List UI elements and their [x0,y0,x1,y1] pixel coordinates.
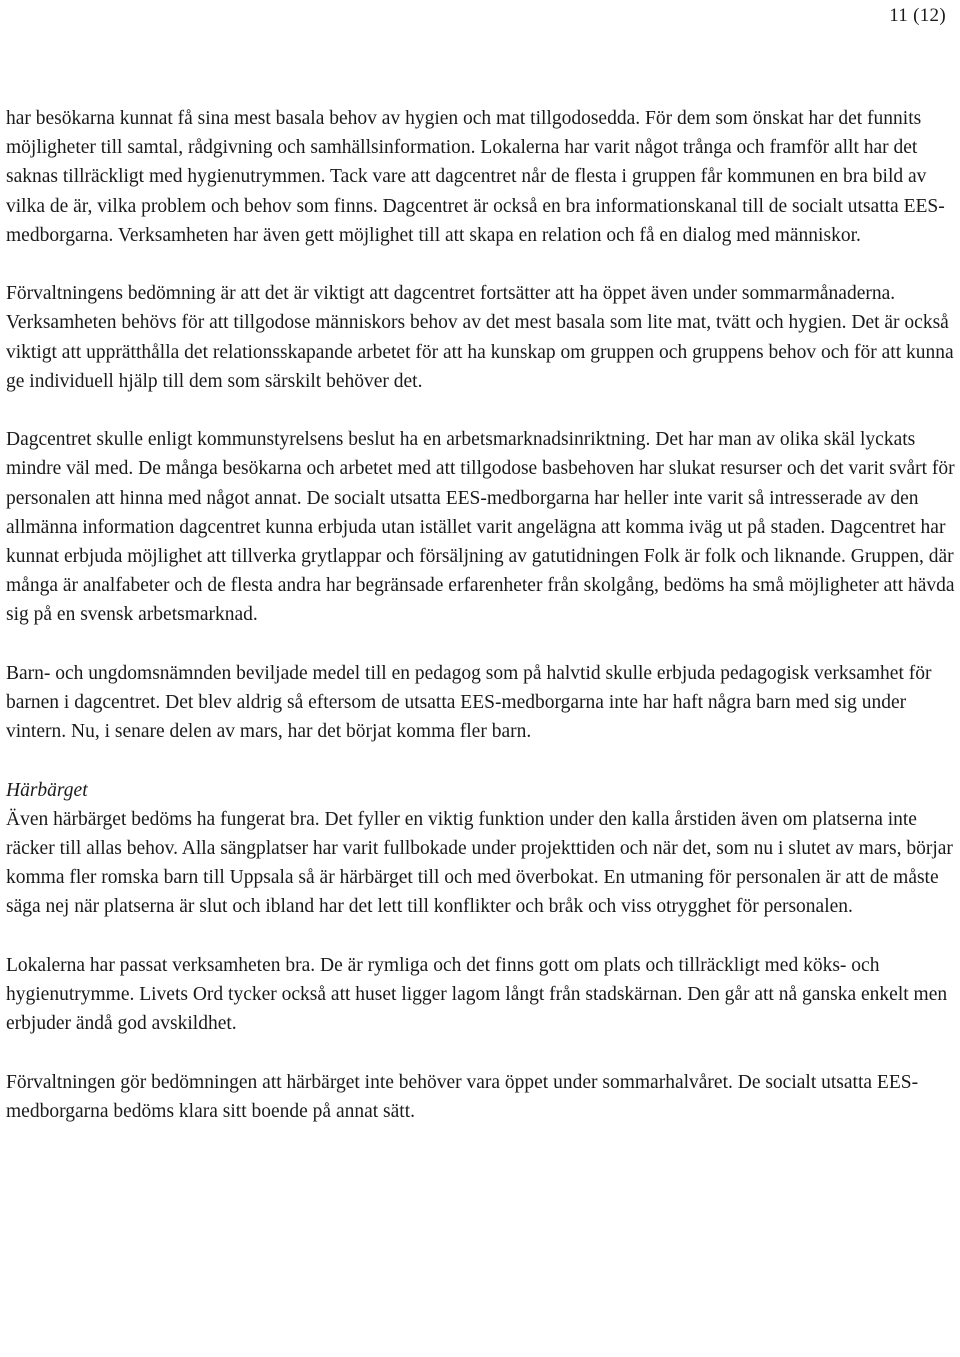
paragraph-dagcentret-summary: har besökarna kunnat få sina mest basala behov av hygien och mat tillgodosedda. För dem som önskat har det funnits möjligheter till samtal, rådgivning och samhällsinformation. Lokalerna har varit något trånga och framför allt har det saknas tillräckligt med hygienutrymmen. Tack vare att dagcentret når de flesta i gruppen får kommunen en bra bild av vilka de är, vilka problem och behov som finns. Dagcentret är också en bra informationskanal till de socialt utsatta EES-medborgarna. Verksamheten har även gett möjlighet till att skapa en relation och få en dialog med människor. [6,108,945,246]
document-body [6,104,956,1126]
page-number: 11 (12) [889,5,946,26]
paragraph-harbarget-fungerat: Även härbärget bedöms ha fungerat bra. Det fyller en viktig funktion under den kalla årstiden även om platserna inte räcker till allas behov. Alla sängplatser har varit fullbokade under projekttiden och när det, som nu i slutet av mars, börjar komma fler romska barn till Uppsala så är härbärget till och med överbokat. En utmaning för personalen är att de måste säga nej när platserna är slut och ibland har det lett till konflikter och bråk och viss otrygghet för personalen. [6,808,953,918]
paragraph-barn-och-ungdomsnamnden: Barn- och ungdomsnämnden beviljade medel till en pedagog som på halvtid skulle erbjuda pedagogisk verksamhet för barnen i dagcentret. Det blev aldrig så eftersom de utsatta EES-medborgarna inte har haft några barn med sig under vintern. Nu, i senare delen av mars, har det börjat komma fler barn. [6,662,932,743]
paragraph-forvaltningens-bedomning: Förvaltningens bedömning är att det är viktigt att dagcentret fortsätter att ha öppet även under sommarmånaderna. Verksamheten behövs för att tillgodose människors behov av det mest basala som lite mat, tvätt och hygien. Det är också viktigt att upprätthålla det relationsskapande arbetet för att ha kunskap om gruppen och gruppens behov och för att kunna ge individuell hjälp till dem som särskilt behöver det. [6,283,954,392]
paragraph-forvaltningen-bedomning: Förvaltningen gör bedömningen att härbärget inte behöver vara öppet under sommarhalvåret. De socialt utsatta EES-medborgarna bedöms klara sitt boende på annat sätt. [6,1071,919,1122]
paragraph-arbetsmarknadsinriktning: Dagcentret skulle enligt kommunstyrelsens beslut ha en arbetsmarknadsinriktning. Det har man av olika skäl lyckats mindre väl med. De många besökarna och arbetet med att tillgodose basbehoven har slukat resurser och det varit svårt för personalen att hinna med något annat. De socialt utsatta EES-medborgarna har heller inte varit så intresserade av den allmänna information dagcentret kunna erbjuda utan istället varit angelägna att komma iväg ut på staden. Dagcentret har kunnat erbjuda möjlighet att tillverka grytlappar och försäljning av gatutidningen Folk är folk och liknande. Gruppen, där många är analfabeter och de flesta andra har begränsade erfarenheter från skolgång, bedöms ha små möjligheter att hävda sig på en svensk arbetsmarknad. [6,429,955,626]
section-heading-harbarget: Härbärget [6,779,88,801]
paragraph-lokalerna: Lokalerna har passat verksamheten bra. De är rymliga och det finns gott om plats och tillräckligt med köks- och hygienutrymme. Livets Ord tycker också att huset ligger lagom långt från stadskärnan. Den går att nå ganska enkelt men erbjuder ändå god avskildhet. [6,954,948,1035]
